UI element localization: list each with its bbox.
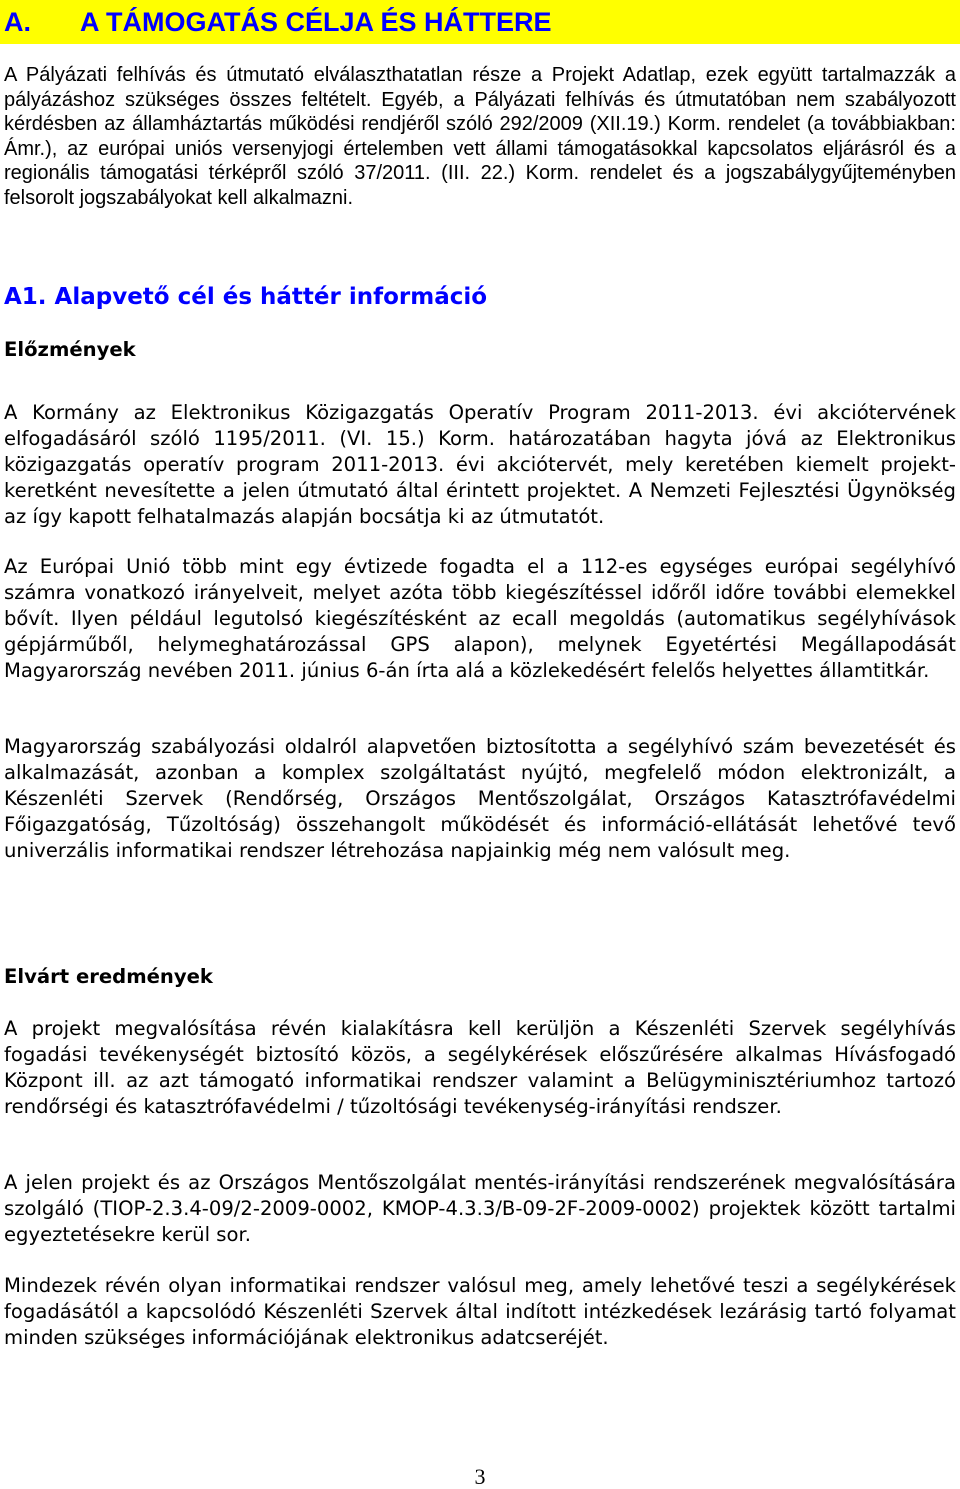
elvart-heading: Elvárt eredmények	[4, 965, 213, 988]
elozmenyek-paragraph-1: A Kormány az Elektronikus Közigazgatás Operatív Program 2011-2013. évi akciótervének elfogadásáról szóló 1195/2011. (VI. 15.) Korm. határozatában hagyta jóvá az Elektronikus közigazgatás operatív program 2011-2013. évi akciótervét, mely keretében kiemelt projekt-keretként nevesítette a jelen útmutató által érintett projektet. A Nemzeti Fejlesztési Ügynökség az így kapott felhatalmazás alapján bocsátja ki az útmutatót.	[4, 401, 956, 528]
elvart-paragraph-2: A jelen projekt és az Országos Mentőszolgálat mentés-irányítási rendszerének megvalósítására szolgáló (TIOP-2.3.4-09/2-2009-0002, KMOP-4.3.3/B-09-2F-2009-0002) projektek között tartalmi egyeztetésekre kerül sor.	[4, 1171, 956, 1246]
elozmenyek-paragraph-2: Az Európai Unió több mint egy évtizede fogadta el a 112-es egységes európai segélyhívó számra vonatkozó irányelveit, melyet azóta több kiegészítéssel időről időre további elemekkel bővít. Ilyen például legutolsó kiegészítésként az ecall megoldás (automatikus segélyhívások gépjárműből, helymeghatározással GPS alapon), melynek Egyetértési Megállapodását Magyarország nevében 2011. június 6-án írta alá a közlekedésért felelős helyettes államtitkár.	[4, 555, 956, 682]
elvart-paragraph-1: A projekt megvalósítása révén kialakításra kell kerüljön a Készenléti Szervek segélyhívás fogadási tevékenységét biztosító közös, a segélykérések előszűrésére alkalmas Hívásfogadó Központ ill. az azt támogató informatikai rendszer valamint a Belügyminisztériumhoz tartozó rendőrségi és katasztrófavédelmi / tűzoltósági tevékenység-irányítási rendszer.	[4, 1017, 956, 1118]
elozmenyek-heading: Előzmények	[4, 338, 136, 361]
section-header-band	[0, 0, 960, 44]
section-number: A.	[4, 7, 31, 37]
page-number: 3	[474, 1464, 486, 1489]
intro-paragraph: A Pályázati felhívás és útmutató elválaszthatatlan része a Projekt Adatlap, ezek együtt tartalmazzák a pályázáshoz szükséges összes feltételt. Egyéb, a Pályázati felhívás és útmutatóban nem szabályozott kérdésben az államháztartás működési rendjéről szóló 292/2009 (XII.19.) Korm. rendelet (a továbbiakban: Ámr.), az európai uniós versenyjogi értelemben vett állami támogatásokkal kapcsolatos eljárásról és a regionális támogatási térképről szóló 37/2011. (III. 22.) Korm. rendelet és a jogszabálygyűjteményben felsorolt jogszabályokat kell alkalmazni.	[4, 64, 956, 209]
subsection-title: A1. Alapvető cél és háttér információ	[4, 284, 488, 310]
elozmenyek-paragraph-3: Magyarország szabályozási oldalról alapvetően biztosította a segélyhívó szám bevezetését és alkalmazását, azonban a komplex szolgáltatást nyújtó, megfelelő módon elektronizált, a Készenléti Szervek (Rendőrség, Országos Mentőszolgálat, Országos Katasztrófavédelmi Főigazgatóság, Tűzoltóság) összehangolt működését és információ-ellátását lehetővé tevő univerzális informatikai rendszer létrehozása napjainkig még nem valósult meg.	[4, 735, 956, 862]
elvart-paragraph-3: Mindezek révén olyan informatikai rendszer valósul meg, amely lehetővé teszi a segélykérések fogadásától a kapcsolódó Készenléti Szervek által indított intézkedések lezárásig tartó folyamat minden szükséges információjának elektronikus adatcseréjét.	[4, 1274, 956, 1349]
section-title: A TÁMOGATÁS CÉLJA ÉS HÁTTERE	[80, 7, 552, 37]
